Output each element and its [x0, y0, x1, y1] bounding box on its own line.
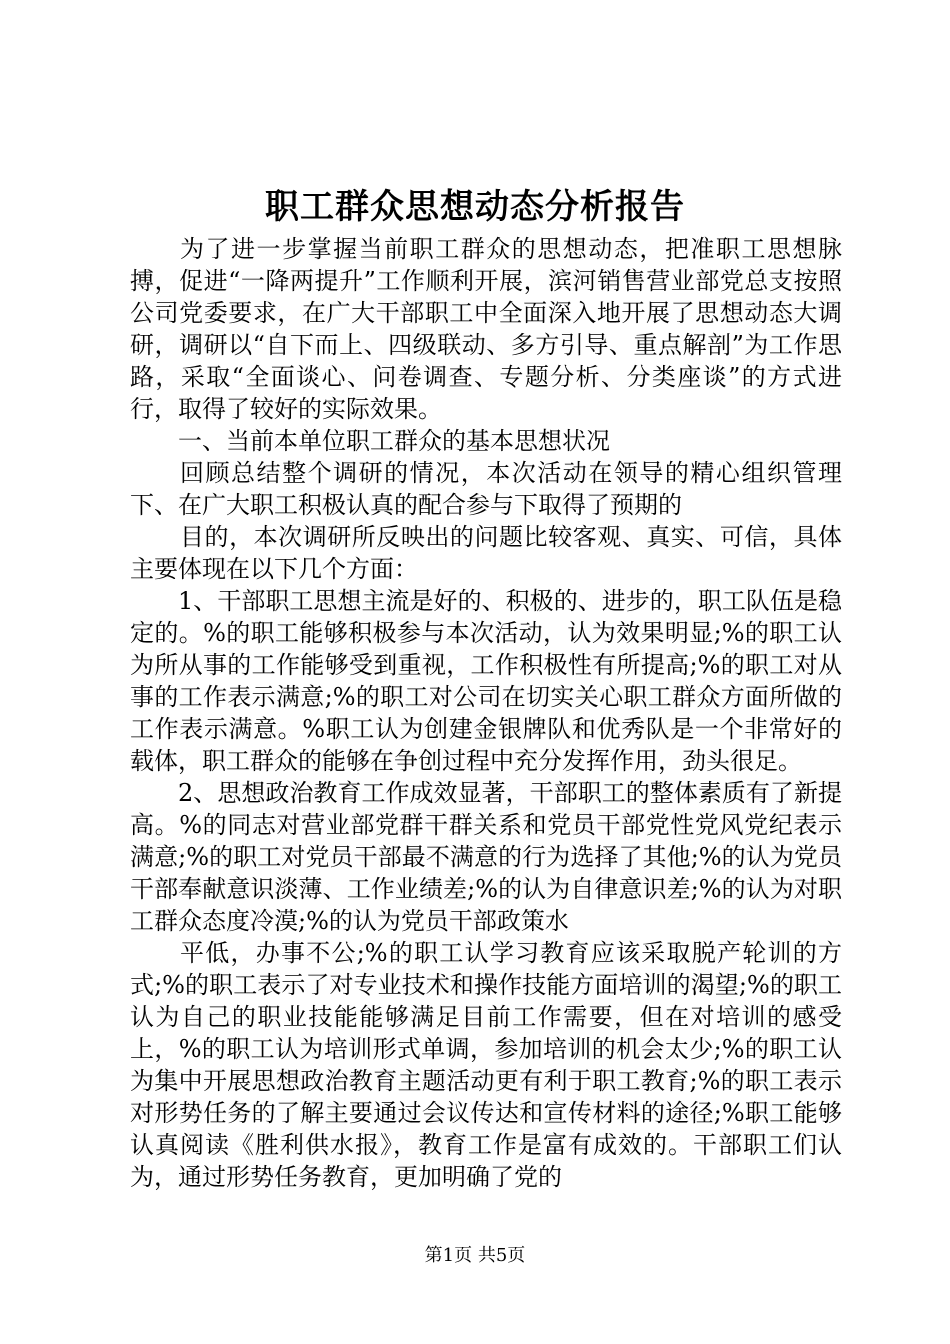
paragraph-review: 回顾总结整个调研的情况，本次活动在领导的精心组织管理下、在广大职工积极认真的配合参与下取得了预期的 — [130, 459, 842, 519]
paragraph-continuation: 平低，办事不公;%的职工认学习教育应该采取脱产轮训的方式;%的职工表示了对专业技术和操作技能方面培训的渴望;%的职工认为自己的职业技能能够满足目前工作需要，但在对培训的感受上，%的职工认为培训形式单调，参加培训的机会太少;%的职工认为集中开展思想政治教育主题活动更有利于职工教育;%的职工表示对形势任务的了解主要通过会议传达和宣传材料的途径;%职工能够认真阅读《胜利供水报》，教育工作是富有成效的。干部职工们认为，通过形势任务教育，更加明确了党的 — [130, 939, 842, 1191]
paragraph-intro: 为了进一步掌握当前职工群众的思想动态，把准职工思想脉搏，促进“一降两提升”工作顺利开展，滨河销售营业部党总支按照公司党委要求，在广大干部职工中全面深入地开展了思想动态大调研，调研以“自下而上、四级联动、多方引导、重点解剖”为工作思路，采取“全面谈心、问卷调查、专题分析、分类座谈”的方式进行，取得了较好的实际效果。 — [130, 235, 842, 423]
paragraph-purpose: 目的，本次调研所反映出的问题比较客观、真实、可信，具体主要体现在以下几个方面： — [130, 523, 842, 583]
document-title: 职工群众思想动态分析报告 — [265, 187, 685, 227]
paragraph-item-1: 1、干部职工思想主流是好的、积极的、进步的，职工队伍是稳定的。%的职工能够积极参与本次活动，认为效果明显;%的职工认为所从事的工作能够受到重视，工作积极性有所提高;%的职工对从事的工作表示满意;%的职工对公司在切实关心职工群众方面所做的工作表示满意。%职工认为创建金银牌队和优秀队是一个非常好的载体，职工群众的能够在争创过程中充分发挥作用，劲头很足。 — [130, 587, 842, 775]
document-body — [130, 233, 842, 1193]
paragraph-item-2: 2、思想政治教育工作成效显著，干部职工的整体素质有了新提高。%的同志对营业部党群干群关系和党员干部党性党风党纪表示满意;%的职工对党员干部最不满意的行为选择了其他;%的认为党员干部奉献意识淡薄、工作业绩差;%的认为自律意识差;%的认为对职工群众态度冷漠;%的认为党员干部政策水 — [130, 779, 842, 935]
section-heading: 一、当前本单位职工群众的基本思想状况 — [178, 427, 610, 455]
page-footer: 第1页 共5页 — [424, 1245, 526, 1266]
